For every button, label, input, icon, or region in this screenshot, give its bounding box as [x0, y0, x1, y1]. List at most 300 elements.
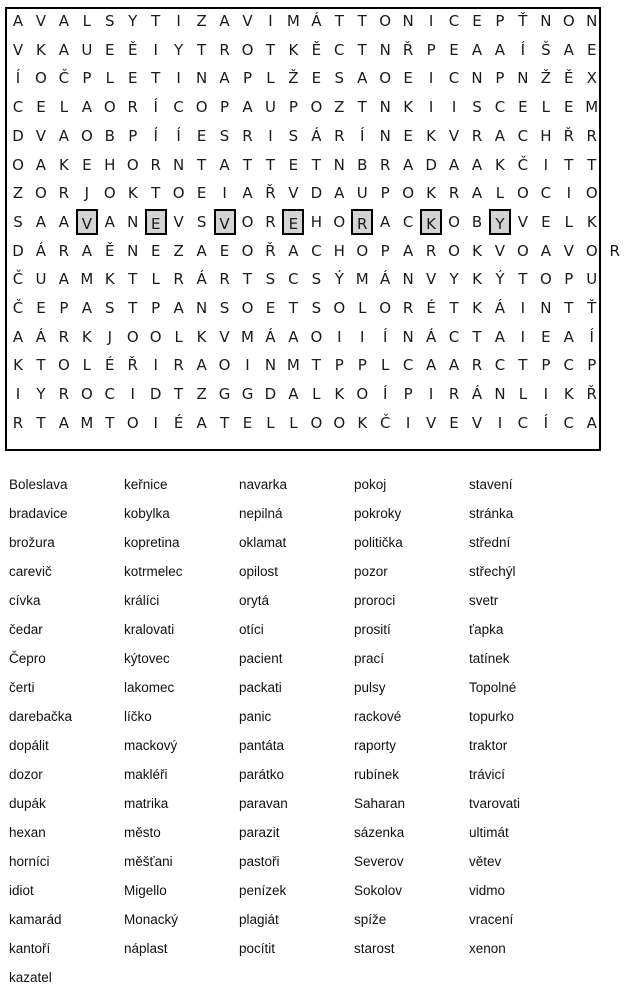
- grid-letter[interactable]: K: [472, 241, 482, 260]
- grid-letter[interactable]: K: [495, 155, 505, 174]
- grid-letter[interactable]: I: [130, 385, 135, 404]
- grid-letter[interactable]: A: [425, 356, 437, 375]
- grid-letter[interactable]: O: [310, 327, 323, 346]
- grid-letter[interactable]: A: [494, 126, 506, 145]
- grid-letter[interactable]: K: [104, 270, 115, 289]
- grid-letter[interactable]: T: [128, 299, 138, 317]
- grid-letter[interactable]: C: [334, 40, 345, 59]
- grid-letter[interactable]: D: [264, 385, 277, 404]
- grid-letter[interactable]: R: [58, 241, 70, 260]
- grid-letter[interactable]: O: [195, 98, 208, 117]
- grid-letter[interactable]: Y: [128, 12, 138, 30]
- grid-letter[interactable]: P: [495, 69, 505, 88]
- grid-letter[interactable]: T: [357, 40, 367, 59]
- grid-letter[interactable]: P: [564, 270, 574, 289]
- grid-letter[interactable]: I: [428, 98, 434, 117]
- grid-letter[interactable]: E: [472, 12, 482, 30]
- grid-letter[interactable]: C: [494, 98, 506, 117]
- grid-letter-highlighted[interactable]: Y: [489, 209, 511, 235]
- grid-letter[interactable]: A: [380, 212, 391, 231]
- grid-letter[interactable]: L: [105, 69, 114, 88]
- grid-letter[interactable]: Ž: [288, 69, 299, 88]
- grid-letter[interactable]: V: [563, 241, 574, 260]
- grid-letter[interactable]: R: [265, 212, 276, 231]
- grid-letter[interactable]: N: [402, 270, 414, 289]
- grid-letter[interactable]: N: [517, 69, 529, 88]
- grid-letter[interactable]: J: [84, 184, 90, 203]
- grid-letter[interactable]: Í: [382, 327, 388, 346]
- grid-letter[interactable]: A: [58, 212, 70, 231]
- grid-letter[interactable]: A: [563, 40, 574, 59]
- grid-letter[interactable]: I: [428, 69, 434, 88]
- grid-letter[interactable]: A: [288, 385, 299, 404]
- grid-letter[interactable]: O: [57, 356, 70, 375]
- grid-letter[interactable]: A: [471, 184, 483, 203]
- grid-letter[interactable]: O: [585, 241, 598, 260]
- grid-letter[interactable]: C: [517, 413, 529, 432]
- grid-letter[interactable]: I: [520, 327, 526, 346]
- grid-letter[interactable]: A: [288, 327, 299, 346]
- grid-letter[interactable]: A: [173, 299, 184, 317]
- grid-letter-highlighted[interactable]: E: [145, 209, 167, 235]
- grid-letter[interactable]: I: [268, 126, 273, 145]
- grid-letter[interactable]: M: [80, 413, 94, 432]
- grid-letter[interactable]: S: [219, 126, 230, 145]
- grid-letter-highlighted[interactable]: R: [351, 209, 373, 235]
- grid-letter[interactable]: I: [543, 385, 549, 404]
- grid-letter[interactable]: U: [356, 184, 368, 203]
- grid-letter[interactable]: T: [219, 413, 230, 432]
- grid-letter[interactable]: O: [333, 212, 346, 231]
- grid-letter[interactable]: L: [541, 98, 551, 117]
- grid-letter[interactable]: L: [151, 270, 160, 289]
- grid-letter[interactable]: R: [448, 385, 460, 404]
- grid-letter[interactable]: D: [12, 126, 24, 145]
- grid-letter[interactable]: R: [127, 98, 138, 117]
- grid-letter[interactable]: I: [405, 413, 411, 432]
- grid-letter[interactable]: T: [242, 270, 253, 289]
- grid-letter[interactable]: P: [426, 40, 436, 59]
- grid-letter[interactable]: R: [12, 413, 24, 432]
- grid-letter[interactable]: A: [242, 98, 253, 117]
- grid-letter[interactable]: T: [128, 270, 138, 289]
- grid-letter[interactable]: S: [265, 270, 276, 289]
- grid-letter[interactable]: N: [402, 12, 414, 30]
- grid-letter[interactable]: Č: [517, 155, 529, 174]
- grid-letter[interactable]: I: [543, 155, 549, 174]
- grid-letter[interactable]: K: [196, 327, 207, 346]
- grid-letter[interactable]: O: [379, 299, 392, 317]
- grid-letter[interactable]: J: [107, 327, 113, 346]
- grid-letter[interactable]: T: [151, 184, 161, 203]
- grid-letter[interactable]: U: [81, 40, 93, 59]
- grid-letter[interactable]: E: [265, 299, 276, 317]
- grid-letter[interactable]: R: [58, 184, 70, 203]
- grid-letter[interactable]: S: [13, 212, 23, 231]
- grid-letter[interactable]: T: [518, 356, 528, 375]
- grid-letter[interactable]: C: [12, 98, 24, 117]
- grid-letter[interactable]: Ě: [564, 69, 574, 88]
- grid-letter[interactable]: T: [174, 385, 184, 404]
- grid-letter[interactable]: L: [358, 299, 367, 317]
- grid-letter[interactable]: R: [471, 126, 483, 145]
- grid-letter[interactable]: E: [403, 126, 413, 145]
- grid-letter[interactable]: L: [312, 385, 321, 404]
- grid-letter[interactable]: K: [13, 356, 23, 375]
- grid-letter[interactable]: H: [333, 241, 345, 260]
- grid-letter[interactable]: Č: [379, 413, 391, 432]
- grid-letter[interactable]: Y: [36, 385, 46, 404]
- grid-letter[interactable]: E: [288, 155, 299, 174]
- grid-letter[interactable]: N: [540, 12, 552, 30]
- grid-letter[interactable]: C: [402, 356, 414, 375]
- grid-letter[interactable]: N: [379, 126, 391, 145]
- grid-letter[interactable]: A: [12, 12, 24, 30]
- grid-letter[interactable]: L: [266, 69, 275, 88]
- grid-letter[interactable]: Č: [12, 299, 24, 317]
- grid-letter[interactable]: H: [104, 155, 116, 174]
- grid-letter[interactable]: A: [58, 12, 70, 30]
- grid-letter[interactable]: A: [471, 40, 483, 59]
- grid-letter[interactable]: A: [196, 356, 207, 375]
- grid-letter[interactable]: I: [268, 12, 273, 30]
- grid-letter[interactable]: E: [587, 40, 597, 59]
- grid-letter[interactable]: Á: [311, 126, 322, 145]
- grid-letter[interactable]: K: [426, 184, 437, 203]
- grid-letter[interactable]: A: [494, 327, 506, 346]
- grid-letter[interactable]: E: [196, 184, 207, 203]
- grid-letter[interactable]: R: [425, 241, 437, 260]
- grid-letter[interactable]: G: [241, 385, 254, 404]
- grid-letter[interactable]: A: [58, 126, 70, 145]
- grid-letter[interactable]: T: [357, 12, 367, 30]
- grid-letter[interactable]: O: [35, 184, 47, 203]
- grid-letter[interactable]: C: [517, 126, 529, 145]
- grid-letter[interactable]: O: [356, 385, 369, 404]
- grid-letter[interactable]: Í: [382, 385, 388, 404]
- grid-letter[interactable]: Í: [153, 126, 158, 145]
- grid-letter[interactable]: Í: [360, 126, 365, 145]
- grid-letter[interactable]: Á: [425, 327, 437, 346]
- grid-letter[interactable]: B: [357, 155, 368, 174]
- grid-letter[interactable]: P: [357, 356, 367, 375]
- grid-letter[interactable]: P: [334, 356, 344, 375]
- grid-letter[interactable]: C: [104, 385, 116, 404]
- grid-letter[interactable]: U: [35, 270, 47, 289]
- grid-letter[interactable]: N: [494, 385, 506, 404]
- grid-letter-highlighted[interactable]: V: [76, 209, 98, 235]
- grid-letter[interactable]: V: [494, 241, 506, 260]
- grid-letter[interactable]: I: [176, 12, 181, 30]
- grid-letter[interactable]: Č: [58, 69, 70, 88]
- grid-letter-highlighted[interactable]: V: [214, 209, 236, 235]
- grid-letter[interactable]: O: [126, 155, 139, 174]
- grid-letter[interactable]: I: [360, 327, 365, 346]
- grid-letter[interactable]: T: [151, 12, 161, 30]
- grid-letter[interactable]: R: [242, 126, 253, 145]
- grid-letter[interactable]: E: [128, 69, 138, 88]
- grid-letter[interactable]: R: [609, 241, 620, 260]
- grid-letter[interactable]: K: [127, 184, 138, 203]
- grid-letter[interactable]: I: [222, 184, 227, 203]
- grid-letter[interactable]: S: [334, 69, 345, 88]
- grid-letter[interactable]: O: [103, 98, 116, 117]
- grid-letter[interactable]: S: [472, 98, 482, 117]
- grid-letter[interactable]: I: [245, 356, 250, 375]
- grid-letter[interactable]: N: [379, 40, 391, 59]
- grid-letter[interactable]: U: [264, 98, 276, 117]
- grid-letter[interactable]: S: [311, 299, 322, 317]
- grid-letter[interactable]: P: [495, 12, 505, 30]
- grid-letter[interactable]: Ř: [402, 40, 414, 59]
- grid-letter[interactable]: E: [82, 155, 92, 174]
- grid-letter[interactable]: R: [173, 270, 184, 289]
- grid-letter[interactable]: É: [105, 356, 115, 375]
- grid-letter[interactable]: A: [219, 155, 230, 174]
- grid-letter[interactable]: C: [448, 327, 460, 346]
- grid-letter[interactable]: L: [59, 98, 69, 117]
- grid-letter[interactable]: A: [104, 212, 115, 231]
- grid-letter[interactable]: Ý: [334, 270, 344, 289]
- grid-letter[interactable]: C: [563, 356, 575, 375]
- grid-letter[interactable]: N: [586, 12, 598, 30]
- grid-letter[interactable]: N: [471, 69, 483, 88]
- grid-letter[interactable]: O: [172, 184, 185, 203]
- grid-letter[interactable]: O: [80, 126, 93, 145]
- grid-letter[interactable]: C: [173, 98, 184, 117]
- grid-letter[interactable]: K: [36, 40, 46, 59]
- grid-letter[interactable]: O: [379, 69, 392, 88]
- grid-letter[interactable]: T: [472, 327, 482, 346]
- grid-letter[interactable]: E: [105, 40, 115, 59]
- grid-letter[interactable]: M: [355, 270, 369, 289]
- grid-letter[interactable]: E: [541, 212, 551, 231]
- grid-letter[interactable]: T: [151, 69, 161, 88]
- grid-letter-highlighted[interactable]: E: [282, 209, 304, 235]
- grid-letter[interactable]: A: [448, 356, 460, 375]
- grid-letter[interactable]: N: [195, 299, 208, 317]
- grid-letter[interactable]: A: [58, 270, 70, 289]
- grid-letter[interactable]: Š: [541, 40, 551, 59]
- grid-letter[interactable]: Á: [196, 270, 207, 289]
- grid-letter[interactable]: N: [402, 327, 414, 346]
- grid-letter[interactable]: T: [197, 155, 207, 174]
- grid-letter[interactable]: K: [472, 299, 482, 317]
- grid-letter[interactable]: R: [471, 356, 483, 375]
- grid-letter[interactable]: O: [356, 241, 369, 260]
- grid-letter[interactable]: T: [518, 270, 528, 289]
- grid-letter[interactable]: É: [173, 413, 184, 432]
- grid-letter[interactable]: E: [518, 98, 528, 117]
- grid-letter[interactable]: E: [311, 69, 322, 88]
- grid-letter[interactable]: L: [266, 413, 275, 432]
- grid-letter[interactable]: O: [310, 413, 323, 432]
- grid-letter[interactable]: O: [126, 413, 139, 432]
- grid-letter[interactable]: A: [242, 184, 253, 203]
- grid-letter[interactable]: X: [586, 69, 597, 88]
- grid-letter[interactable]: H: [540, 126, 552, 145]
- grid-letter[interactable]: Ě: [128, 40, 138, 59]
- grid-letter[interactable]: Ř: [265, 184, 276, 203]
- grid-letter[interactable]: Í: [543, 413, 549, 432]
- grid-letter[interactable]: O: [379, 12, 392, 30]
- grid-letter[interactable]: P: [380, 241, 390, 260]
- grid-letter[interactable]: O: [80, 385, 93, 404]
- grid-letter[interactable]: E: [403, 69, 413, 88]
- grid-letter[interactable]: A: [403, 241, 414, 260]
- grid-letter[interactable]: A: [12, 327, 24, 346]
- grid-letter[interactable]: V: [288, 184, 299, 203]
- grid-letter[interactable]: E: [541, 327, 551, 346]
- grid-letter[interactable]: R: [150, 155, 161, 174]
- grid-letter[interactable]: C: [448, 69, 460, 88]
- grid-letter[interactable]: K: [58, 155, 69, 174]
- grid-letter[interactable]: Á: [265, 327, 276, 346]
- grid-letter[interactable]: O: [241, 241, 254, 260]
- grid-letter[interactable]: T: [334, 12, 344, 30]
- grid-letter[interactable]: L: [289, 413, 298, 432]
- grid-letter[interactable]: Ť: [587, 299, 597, 317]
- grid-letter[interactable]: A: [196, 413, 207, 432]
- grid-letter[interactable]: R: [379, 155, 391, 174]
- grid-letter[interactable]: Z: [173, 241, 184, 260]
- grid-letter[interactable]: Á: [494, 299, 506, 317]
- grid-letter[interactable]: P: [242, 69, 253, 88]
- grid-letter[interactable]: T: [242, 155, 253, 174]
- grid-letter[interactable]: N: [127, 212, 139, 231]
- grid-letter[interactable]: K: [288, 40, 299, 59]
- grid-letter[interactable]: K: [357, 413, 368, 432]
- grid-letter[interactable]: N: [264, 356, 277, 375]
- grid-letter[interactable]: K: [81, 327, 92, 346]
- grid-letter[interactable]: T: [265, 40, 276, 59]
- grid-letter[interactable]: O: [126, 327, 139, 346]
- grid-letter[interactable]: O: [562, 12, 575, 30]
- grid-letter[interactable]: D: [149, 385, 162, 404]
- grid-letter[interactable]: C: [448, 12, 460, 30]
- grid-letter[interactable]: Y: [449, 270, 459, 289]
- grid-letter[interactable]: I: [497, 413, 503, 432]
- grid-letter[interactable]: P: [380, 184, 390, 203]
- grid-letter[interactable]: E: [150, 241, 161, 260]
- grid-letter[interactable]: A: [35, 155, 47, 174]
- grid-letter[interactable]: Í: [176, 126, 181, 145]
- grid-letter[interactable]: T: [36, 356, 46, 375]
- grid-letter[interactable]: S: [105, 299, 115, 317]
- grid-letter[interactable]: V: [35, 12, 47, 30]
- grid-letter[interactable]: L: [495, 184, 505, 203]
- grid-letter[interactable]: I: [153, 356, 158, 375]
- grid-letter[interactable]: P: [59, 299, 69, 317]
- grid-letter[interactable]: I: [566, 184, 572, 203]
- grid-letter[interactable]: A: [357, 69, 368, 88]
- grid-letter[interactable]: S: [311, 270, 322, 289]
- grid-letter[interactable]: S: [105, 12, 115, 30]
- grid-letter[interactable]: Ě: [311, 40, 322, 59]
- grid-letter[interactable]: I: [176, 69, 181, 88]
- grid-letter[interactable]: A: [219, 69, 230, 88]
- grid-letter[interactable]: C: [494, 356, 506, 375]
- grid-letter[interactable]: O: [241, 299, 254, 317]
- grid-letter[interactable]: A: [196, 241, 207, 260]
- grid-letter[interactable]: T: [197, 40, 207, 59]
- grid-letter[interactable]: T: [105, 413, 115, 432]
- grid-letter[interactable]: A: [586, 413, 597, 432]
- grid-letter[interactable]: G: [218, 385, 231, 404]
- grid-letter[interactable]: T: [36, 413, 46, 432]
- grid-letter[interactable]: T: [449, 299, 459, 317]
- grid-letter[interactable]: L: [82, 12, 92, 30]
- grid-letter[interactable]: U: [586, 270, 598, 289]
- grid-letter[interactable]: L: [174, 327, 183, 346]
- grid-letter[interactable]: A: [81, 299, 92, 317]
- grid-letter[interactable]: I: [337, 327, 342, 346]
- grid-letter[interactable]: V: [425, 270, 437, 289]
- grid-letter[interactable]: Z: [12, 184, 24, 203]
- grid-letter[interactable]: B: [471, 212, 483, 231]
- grid-letter[interactable]: Ř: [127, 356, 138, 375]
- grid-letter[interactable]: V: [12, 40, 24, 59]
- grid-letter[interactable]: L: [82, 356, 92, 375]
- grid-letter[interactable]: R: [402, 299, 414, 317]
- grid-letter[interactable]: R: [334, 126, 345, 145]
- grid-letter[interactable]: T: [564, 299, 574, 317]
- grid-letter[interactable]: E: [36, 98, 46, 117]
- grid-letter[interactable]: I: [428, 12, 434, 30]
- grid-letter[interactable]: R: [448, 184, 460, 203]
- grid-letter[interactable]: K: [472, 270, 482, 289]
- grid-letter[interactable]: Á: [311, 12, 322, 30]
- grid-letter[interactable]: A: [540, 241, 551, 260]
- grid-letter[interactable]: O: [103, 184, 116, 203]
- grid-letter[interactable]: O: [35, 69, 47, 88]
- grid-letter[interactable]: L: [518, 385, 528, 404]
- grid-letter[interactable]: O: [241, 212, 254, 231]
- grid-letter[interactable]: E: [196, 126, 207, 145]
- grid-letter[interactable]: V: [219, 327, 230, 346]
- grid-letter[interactable]: O: [310, 98, 323, 117]
- grid-letter[interactable]: T: [587, 155, 597, 174]
- grid-letter[interactable]: K: [426, 126, 437, 145]
- grid-letter-highlighted[interactable]: K: [420, 209, 442, 235]
- grid-letter[interactable]: P: [82, 69, 92, 88]
- grid-letter[interactable]: S: [196, 212, 207, 231]
- grid-letter[interactable]: I: [451, 98, 457, 117]
- grid-letter[interactable]: I: [15, 385, 21, 404]
- grid-letter[interactable]: Í: [589, 327, 594, 346]
- grid-letter[interactable]: P: [541, 356, 551, 375]
- grid-letter[interactable]: I: [153, 40, 158, 59]
- grid-letter[interactable]: Ě: [105, 241, 115, 260]
- grid-letter[interactable]: P: [128, 126, 138, 145]
- grid-letter[interactable]: N: [379, 98, 391, 117]
- grid-letter[interactable]: Z: [334, 98, 345, 117]
- grid-letter[interactable]: V: [173, 212, 184, 231]
- grid-letter[interactable]: O: [448, 212, 460, 231]
- grid-letter[interactable]: E: [449, 413, 459, 432]
- grid-letter[interactable]: O: [333, 299, 346, 317]
- grid-letter[interactable]: Ž: [540, 69, 551, 88]
- grid-letter[interactable]: C: [540, 184, 552, 203]
- grid-letter[interactable]: A: [494, 40, 506, 59]
- grid-letter[interactable]: R: [219, 40, 230, 59]
- grid-letter[interactable]: S: [219, 299, 230, 317]
- grid-letter[interactable]: S: [288, 126, 299, 145]
- grid-letter[interactable]: M: [80, 270, 94, 289]
- grid-letter[interactable]: K: [586, 212, 597, 231]
- grid-letter[interactable]: A: [58, 40, 70, 59]
- grid-letter[interactable]: C: [288, 270, 299, 289]
